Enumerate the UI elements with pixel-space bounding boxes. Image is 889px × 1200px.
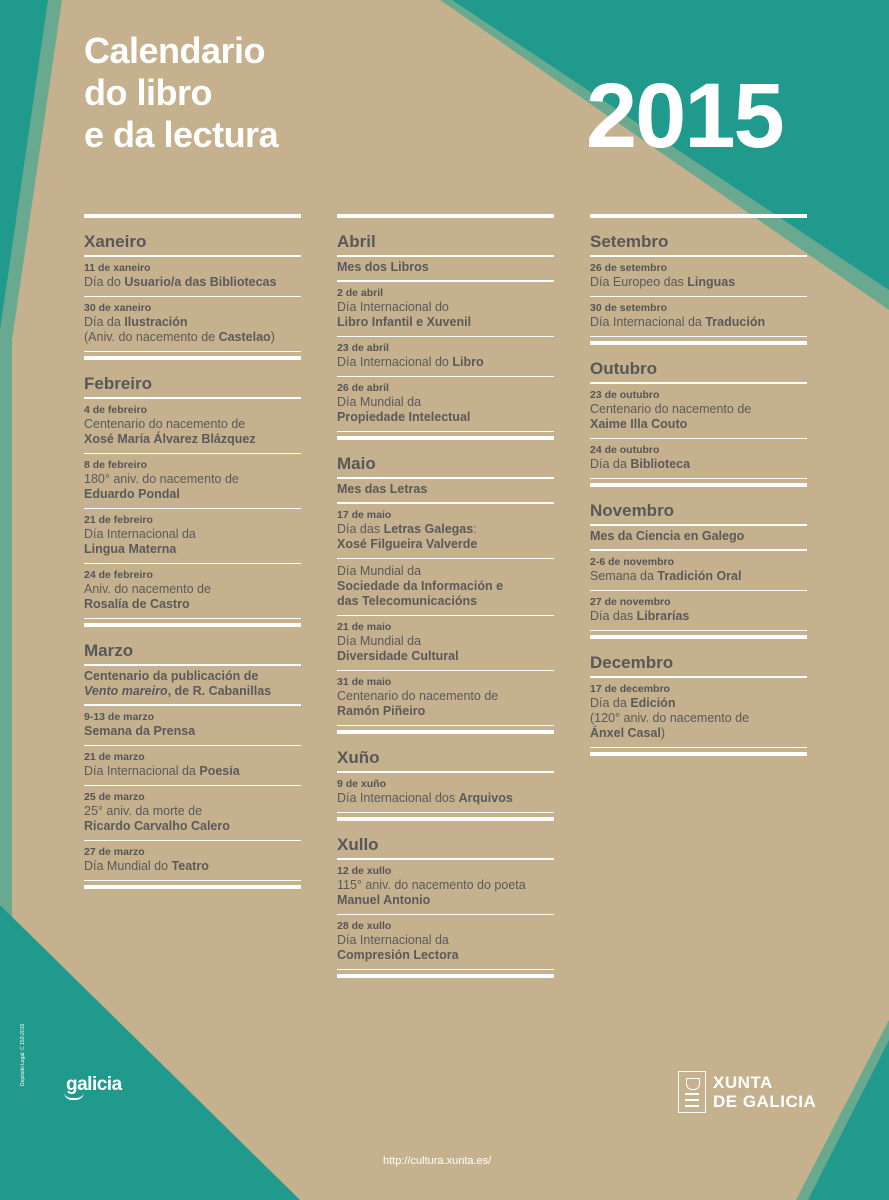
event-date: 8 de febreiro — [84, 459, 148, 471]
month-name: Xaneiro — [84, 220, 301, 257]
event-item — [84, 841, 301, 881]
event-date: 25 de marzo — [84, 791, 145, 803]
month-end-rule — [590, 483, 807, 487]
bold-text: Diversidade Cultural — [337, 649, 459, 663]
plain-text: Día Internacional da — [84, 764, 200, 778]
bold-text: Ramón Piñeiro — [337, 704, 426, 718]
bold-text: Librarías — [636, 609, 690, 623]
event-date: 26 de setembro — [590, 262, 668, 274]
title-line-1: Calendario — [84, 30, 266, 71]
plain-text: 115° aniv. do nacemento do poeta — [337, 878, 526, 892]
bold-text: Lingua Materna — [84, 542, 177, 556]
event-date: 11 de xaneiro — [84, 262, 151, 274]
event-description — [84, 804, 301, 834]
plain-text: Día Mundial da — [337, 564, 422, 578]
month-end-rule — [337, 817, 554, 821]
plain-text: Día da — [590, 457, 631, 471]
event-date: 4 de febreiro — [84, 404, 148, 416]
bold-text: Xaime Illa Couto — [590, 417, 688, 431]
plain-text: 180° aniv. do nacemento de — [84, 472, 239, 486]
plain-text: Día do — [84, 275, 125, 289]
event-item — [337, 773, 554, 813]
plain-text: , de R. Cabanillas — [167, 684, 272, 698]
event-date: 17 de decembro — [590, 683, 670, 695]
shield-icon — [678, 1071, 706, 1113]
bold-text: Propiedade Intelectual — [337, 410, 471, 424]
event-description — [337, 689, 554, 719]
plain-text: Día Internacional do — [337, 355, 453, 369]
event-date: 21 de maio — [337, 621, 392, 633]
event-item — [337, 504, 554, 559]
event-item — [84, 509, 301, 564]
bold-text: Compresión Lectora — [337, 948, 459, 962]
event-date: 27 de novembro — [590, 596, 671, 608]
event-description — [337, 791, 554, 806]
event-item — [337, 915, 554, 970]
plain-text: Aniv. do nacemento de — [84, 582, 211, 596]
event-item — [84, 257, 301, 297]
month-name: Decembro — [590, 641, 807, 678]
plain-text: Semana da — [590, 569, 658, 583]
month-block — [337, 442, 554, 734]
event-description — [590, 275, 807, 290]
event-item — [84, 454, 301, 509]
event-date: 27 de marzo — [84, 846, 145, 858]
month-name: Xuño — [337, 736, 554, 773]
xunta-wordmark — [713, 1073, 816, 1111]
event-item — [337, 282, 554, 337]
bold-text: Poesía — [199, 764, 240, 778]
column-top-rule — [590, 214, 807, 218]
month-block — [84, 220, 301, 360]
event-description — [84, 417, 301, 447]
column-2 — [337, 214, 554, 978]
bold-text: das Telecomunicacións — [337, 594, 478, 608]
event-description — [337, 634, 554, 664]
plain-text: Día das — [590, 609, 637, 623]
column-top-rule — [84, 214, 301, 218]
italic-text: Vento mareiro — [84, 684, 168, 698]
bold-text: Biblioteca — [630, 457, 691, 471]
event-description — [590, 696, 807, 741]
event-description — [337, 300, 554, 330]
plain-text: Día Internacional da — [590, 315, 706, 329]
month-name: Outubro — [590, 347, 807, 384]
plain-text: Día Mundial da — [337, 395, 422, 409]
legal-deposit — [20, 1006, 30, 1086]
title-line-2: do libro — [84, 72, 212, 113]
event-item — [337, 377, 554, 432]
event-item — [590, 257, 807, 297]
event-date: 24 de febreiro — [84, 569, 153, 581]
month-name: Maio — [337, 442, 554, 479]
month-end-rule — [84, 885, 301, 889]
plain-text: : — [473, 522, 477, 536]
plain-text: Día Europeo das — [590, 275, 688, 289]
event-date: 30 de xaneiro — [84, 302, 152, 314]
event-date: 17 de maio — [337, 509, 392, 521]
month-block — [590, 641, 807, 756]
plain-text: Día das — [337, 522, 384, 536]
event-date: 9 de xuño — [337, 778, 387, 790]
bold-text: Arquivos — [458, 791, 513, 805]
bold-text: Ricardo Carvalho Calero — [84, 819, 230, 833]
bold-text: Linguas — [687, 275, 736, 289]
month-block — [337, 736, 554, 821]
event-description — [590, 457, 807, 472]
event-date: 9-13 de marzo — [84, 711, 155, 723]
plain-text: Centenario do nacemento de — [337, 689, 499, 703]
month-name: Setembro — [590, 220, 807, 257]
month-block — [590, 489, 807, 639]
event-description — [84, 859, 301, 874]
event-date: 21 de febreiro — [84, 514, 153, 526]
bold-text: Ánxel Casal — [590, 726, 661, 740]
event-date: 2-6 de novembro — [590, 556, 675, 568]
bold-text: Xosé Filgueira Valverde — [337, 537, 478, 551]
event-item — [337, 337, 554, 377]
event-date: 31 de maio — [337, 676, 392, 688]
event-item — [590, 591, 807, 631]
event-date: 24 de outubro — [590, 444, 660, 456]
bold-text: Edición — [630, 696, 676, 710]
galicia-logo-text: galicia — [66, 1074, 122, 1095]
month-name: Novembro — [590, 489, 807, 526]
event-date: 23 de abril — [337, 342, 389, 354]
month-end-rule — [337, 974, 554, 978]
month-end-rule — [337, 730, 554, 734]
month-end-rule — [590, 752, 807, 756]
event-item — [84, 564, 301, 619]
poster-title — [84, 30, 278, 156]
event-description — [84, 582, 301, 612]
month-subtitle — [84, 666, 301, 706]
month-block — [337, 220, 554, 440]
event-description — [337, 933, 554, 963]
event-item — [337, 671, 554, 726]
month-block — [590, 220, 807, 345]
bold-text: Libro — [452, 355, 484, 369]
plain-text: (120° aniv. do nacemento de — [590, 711, 750, 725]
bold-text: Mes dos Libros — [337, 260, 429, 274]
plain-text: Día Mundial do — [84, 859, 172, 873]
event-item — [590, 439, 807, 479]
event-description — [84, 724, 301, 739]
bold-text: Ilustración — [124, 315, 188, 329]
plain-text: Centenario do nacemento de — [590, 402, 752, 416]
event-description — [337, 355, 554, 370]
event-date: 28 de xullo — [337, 920, 392, 932]
month-end-rule — [84, 623, 301, 627]
bold-text: Usuario/a das Bibliotecas — [124, 275, 277, 289]
event-description — [337, 878, 554, 908]
event-item — [84, 786, 301, 841]
month-name: Marzo — [84, 629, 301, 666]
bold-text: Tradición Oral — [657, 569, 742, 583]
column-3 — [590, 214, 807, 756]
event-date: 30 de setembro — [590, 302, 668, 314]
month-block — [84, 629, 301, 889]
bold-text: Letras Galegas — [383, 522, 474, 536]
event-item — [84, 746, 301, 786]
event-description — [337, 522, 554, 552]
month-name: Abril — [337, 220, 554, 257]
month-end-rule — [590, 635, 807, 639]
bold-text: Castelao — [218, 330, 271, 344]
event-description — [84, 315, 301, 345]
column-1 — [84, 214, 301, 889]
event-item — [84, 399, 301, 454]
event-item — [590, 551, 807, 591]
plain-text: (Aniv. do nacemento de — [84, 330, 219, 344]
event-description — [337, 395, 554, 425]
event-description — [84, 527, 301, 557]
bold-text: Mes da Ciencia en Galego — [590, 529, 745, 543]
website-link[interactable]: http://cultura.xunta.es/ — [383, 1155, 492, 1167]
event-date: 12 de xullo — [337, 865, 392, 877]
month-block — [590, 347, 807, 487]
event-item — [337, 616, 554, 671]
event-item — [84, 297, 301, 352]
plain-text: ) — [660, 726, 666, 740]
plain-text: Día da — [590, 696, 631, 710]
plain-text: Centenario do nacemento de — [84, 417, 246, 431]
column-top-rule — [337, 214, 554, 218]
xunta-line-2: DE GALICIA — [713, 1092, 817, 1111]
bold-text: Teatro — [171, 859, 209, 873]
bold-text: Xosé María Álvarez Blázquez — [84, 432, 256, 446]
plain-text: Día da — [84, 315, 125, 329]
event-description — [590, 569, 807, 584]
month-block — [84, 362, 301, 627]
event-item — [337, 860, 554, 915]
month-name: Xullo — [337, 823, 554, 860]
bold-text: Rosalía de Castro — [84, 597, 190, 611]
event-description — [590, 402, 807, 432]
year-heading: 2015 — [586, 65, 783, 167]
bold-text: Tradución — [705, 315, 766, 329]
event-date: 26 de abril — [337, 382, 389, 394]
bold-text: Mes das Letras — [337, 482, 428, 496]
month-end-rule — [84, 356, 301, 360]
legal-deposit-text: Depósito Legal: C 153-2015 — [20, 1023, 26, 1086]
bold-text: Libro Infantil e Xuvenil — [337, 315, 472, 329]
plain-text: 25° aniv. da morte de — [84, 804, 203, 818]
event-description — [84, 472, 301, 502]
bold-text: Sociedade da Información e — [337, 579, 504, 593]
month-end-rule — [590, 341, 807, 345]
plain-text: Día Internacional dos — [337, 791, 459, 805]
plain-text: Centenario da publicación de — [84, 669, 259, 683]
title-line-3: e da lectura — [84, 114, 279, 155]
event-item — [84, 706, 301, 746]
plain-text: Día Internacional do — [337, 300, 449, 314]
month-subtitle — [337, 257, 554, 282]
event-item — [337, 559, 554, 616]
event-item — [590, 297, 807, 337]
month-end-rule — [337, 436, 554, 440]
event-description — [337, 564, 554, 609]
xunta-line-1: XUNTA — [713, 1073, 773, 1092]
event-date: 23 de outubro — [590, 389, 660, 401]
month-subtitle — [590, 526, 807, 551]
plain-text: Día Internacional da — [84, 527, 196, 541]
event-date: 21 de marzo — [84, 751, 145, 763]
month-name: Febreiro — [84, 362, 301, 399]
month-subtitle — [337, 479, 554, 504]
bold-text: Semana da Prensa — [84, 724, 196, 738]
event-description — [84, 275, 301, 290]
event-description — [84, 764, 301, 779]
galicia-logo — [66, 1074, 122, 1096]
event-description — [590, 609, 807, 624]
plain-text: Día Internacional da — [337, 933, 449, 947]
event-item — [590, 678, 807, 748]
event-date: 2 de abril — [337, 287, 384, 299]
plain-text: ) — [270, 330, 275, 344]
month-block — [337, 823, 554, 978]
event-description — [590, 315, 807, 330]
bold-text: Manuel Antonio — [337, 893, 431, 907]
event-item — [590, 384, 807, 439]
bold-text: Eduardo Pondal — [84, 487, 180, 501]
plain-text: Día Mundial da — [337, 634, 422, 648]
